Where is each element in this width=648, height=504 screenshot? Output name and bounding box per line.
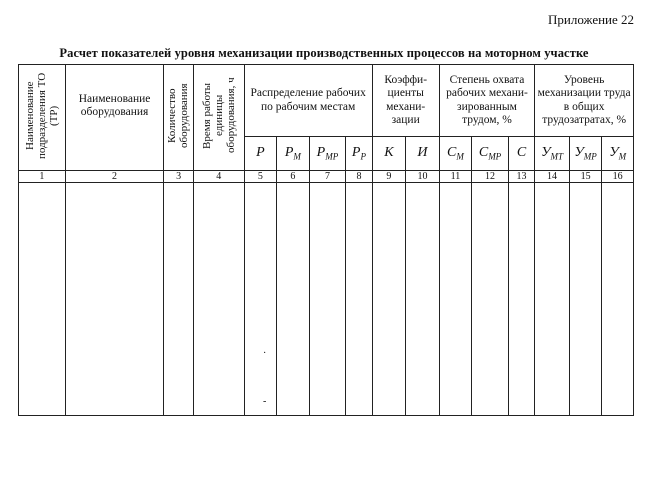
column-number: 4 xyxy=(193,171,244,183)
symbol-subscript: Р xyxy=(360,151,366,162)
column-number: 9 xyxy=(372,171,406,183)
symbol-cell xyxy=(602,137,634,171)
column-number: 14 xyxy=(535,171,570,183)
column-number: 5 xyxy=(244,171,277,183)
column-number: 16 xyxy=(602,171,634,183)
symbol-cell xyxy=(508,137,534,171)
header-equipment-count xyxy=(164,65,193,171)
symbol-base: C xyxy=(516,145,527,161)
column-number: 2 xyxy=(65,171,164,183)
symbol-cell xyxy=(406,137,440,171)
symbol-cell xyxy=(569,137,602,171)
column-number: 3 xyxy=(164,171,193,183)
column-number: 10 xyxy=(406,171,440,183)
header-division-text: Наименование подразделения ТО (ТР) xyxy=(23,72,60,159)
column-number: 1 xyxy=(19,171,66,183)
symbol-base: И xyxy=(417,145,428,161)
symbol-cell xyxy=(472,137,509,171)
symbol-cell xyxy=(535,137,570,171)
symbol-subscript: МР xyxy=(325,151,339,162)
header-coefficients: Коэффи- циенты механи- зации xyxy=(372,65,439,137)
symbol-base: P xyxy=(351,145,361,161)
table-cell[interactable] xyxy=(19,183,66,416)
header-work-time xyxy=(193,65,244,171)
table-cell[interactable] xyxy=(65,183,164,416)
table-cell[interactable] xyxy=(439,183,472,416)
page-title: Расчет показателей уровня механизации производственных процессов на моторном участке xyxy=(59,46,589,60)
column-number-row xyxy=(19,171,634,183)
symbol-base: К xyxy=(384,145,394,161)
symbol-base: У xyxy=(541,145,551,161)
stray-mark: · xyxy=(263,348,267,359)
table-cell[interactable] xyxy=(569,183,602,416)
column-number: 15 xyxy=(569,171,602,183)
header-equipment-name: Наименование оборудования xyxy=(65,65,164,171)
symbol-base: C xyxy=(478,145,489,161)
mechanization-table-wrapper xyxy=(18,64,634,414)
header-coverage: Степень охвата рабочих механи- зированным трудом, % xyxy=(439,65,535,137)
table-body-row xyxy=(19,183,634,416)
header-distribution: Распределение рабочих по рабочим местам xyxy=(244,65,372,137)
header-work-time-text: Время работы единицы оборудования, ч xyxy=(200,77,237,154)
column-number: 7 xyxy=(309,171,346,183)
symbol-subscript: М xyxy=(293,151,301,162)
column-number: 13 xyxy=(508,171,534,183)
symbol-cell xyxy=(277,137,310,171)
symbol-subscript: МР xyxy=(583,151,597,162)
table-cell[interactable] xyxy=(372,183,406,416)
table-cell[interactable] xyxy=(508,183,534,416)
symbol-cell xyxy=(244,137,277,171)
symbol-subscript: МР xyxy=(488,151,502,162)
table-cell[interactable] xyxy=(244,183,277,416)
symbol-cell xyxy=(439,137,472,171)
table-cell[interactable] xyxy=(472,183,509,416)
symbol-subscript: МТ xyxy=(550,151,563,162)
header-level: Уровень механизации труда в общих трудозатратах, % xyxy=(535,65,634,137)
table-cell[interactable] xyxy=(346,183,372,416)
symbol-base: P xyxy=(284,145,294,161)
stray-mark: - xyxy=(263,396,267,407)
symbol-base: У xyxy=(574,145,584,161)
table-cell[interactable] xyxy=(309,183,346,416)
table-cell[interactable] xyxy=(193,183,244,416)
header-division xyxy=(19,65,66,171)
symbol-base: C xyxy=(447,145,457,161)
table-cell[interactable] xyxy=(535,183,570,416)
mechanization-table xyxy=(18,64,634,416)
table-cell[interactable] xyxy=(602,183,634,416)
symbol-subscript: М xyxy=(618,151,627,162)
symbol-subscript: М xyxy=(456,151,464,162)
table-cell[interactable] xyxy=(277,183,310,416)
symbol-cell xyxy=(346,137,372,171)
symbol-base: P xyxy=(316,145,326,161)
column-number: 8 xyxy=(346,171,372,183)
symbol-base: P xyxy=(256,145,265,161)
table-cell[interactable] xyxy=(164,183,193,416)
column-number: 11 xyxy=(439,171,472,183)
symbol-base: У xyxy=(609,145,619,161)
column-number: 6 xyxy=(277,171,310,183)
table-cell[interactable] xyxy=(406,183,440,416)
symbol-cell xyxy=(372,137,406,171)
appendix-label: Приложение 22 xyxy=(548,12,635,27)
symbol-cell xyxy=(309,137,346,171)
column-number: 12 xyxy=(472,171,509,183)
header-equipment-count-text: Количество оборудования xyxy=(166,83,191,148)
